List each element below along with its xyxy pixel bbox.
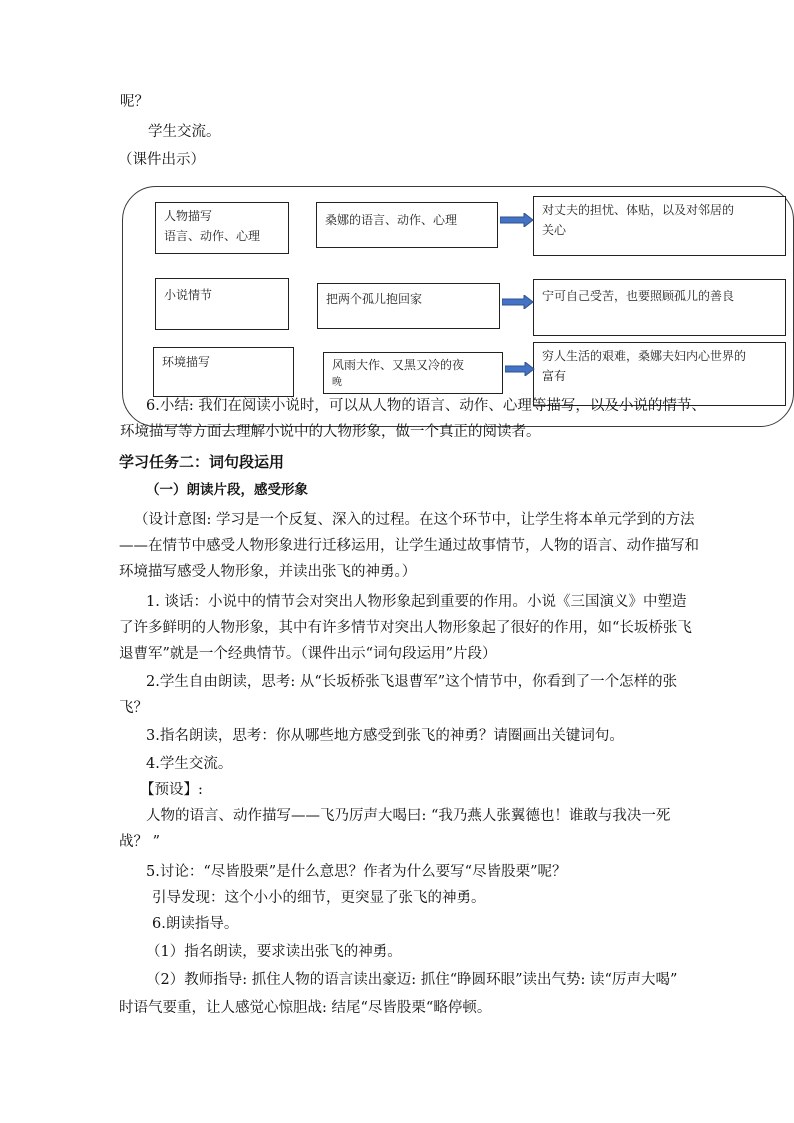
paragraph-line: 飞？ xyxy=(119,700,148,716)
preset-label: 【预设】: xyxy=(140,782,203,798)
box-label: 宁可自己受苦，也要照顾孤儿的善良 xyxy=(542,289,735,303)
paragraph-line: 引导发现：这个小小的细节，更突显了张飞的神勇。 xyxy=(152,890,486,906)
box-label: 把两个孤儿抱回家 xyxy=(326,292,423,306)
box-label: 对丈夫的担忧、体贴，以及对邻居的 xyxy=(542,203,735,217)
arrow-right-icon xyxy=(505,362,535,376)
box-plot xyxy=(155,278,289,330)
box-label: 关心 xyxy=(542,223,567,237)
box-label: 晚 xyxy=(332,377,342,388)
section-heading: 学习任务二：词句段运用 xyxy=(119,453,285,471)
box-sangna-actions xyxy=(316,202,498,248)
design-line: （设计意图: 学习是一个反复、深入的过程。在这个环节中，让学生将本单元学到的方法 xyxy=(134,512,695,528)
box-label: 风雨大作、又黑又冷的夜 xyxy=(332,358,465,372)
design-line: 环境描写感受人物形象，并读出张飞的神勇。） xyxy=(119,564,417,580)
box-adopt-orphans xyxy=(317,283,500,329)
arrow-right-icon xyxy=(500,213,534,227)
paragraph-line: 2.学生自由朗读，思考: 从“长坂桥张飞退曹军”这个情节中，你看到了一个怎样的张 xyxy=(146,674,678,690)
text-line: （课件出示） xyxy=(118,152,205,168)
summary-line: 6.小结: 我们在阅读小说时，可以从人物的语言、动作、心理等描写，以及小说的情节、 xyxy=(146,398,706,414)
paragraph-line: 5.讨论：“尽皆股栗”是什么意思？作者为什么要写“尽皆股栗”呢？ xyxy=(146,864,567,880)
paragraph-line: 了许多鲜明的人物形象，其中有许多情节对突出人物形象起了很好的作用，如“长坂桥张飞 xyxy=(119,620,692,636)
paragraph-line: （1）指名朗读，要求读出张飞的神勇。 xyxy=(146,944,402,960)
box-label: 穷人生活的艰难，桑娜夫妇内心世界的 xyxy=(542,349,747,363)
paragraph-line: 1. 谈话：小说中的情节会对突出人物形象起到重要的作用。小说《三国演义》中塑造 xyxy=(146,594,687,610)
paragraph-line: 4.学生交流。 xyxy=(146,756,233,772)
text-line: 学生交流。 xyxy=(148,124,221,140)
box-label: 环境描写 xyxy=(162,355,211,369)
box-label: 小说情节 xyxy=(164,288,213,302)
paragraph-line: 战？ ” xyxy=(119,834,161,850)
design-line: ——在情节中感受人物形象进行迁移运用，让学生通过故事情节，人物的语言、动作描写和 xyxy=(119,538,699,554)
box-stormy-night xyxy=(323,352,503,394)
box-label: 人物描写 xyxy=(164,209,213,223)
paragraph-line: 时语气要重，让人感觉心惊胆战: 结尾“尽皆股栗“略停顿。 xyxy=(119,1000,492,1016)
paragraph-line: 退曹军”就是一个经典情节。（课件出示“词句段运用”片段） xyxy=(119,646,497,662)
paragraph-line: （2）教师指导: 抓住人物的语言读出豪迈: 抓住“睁圆环眼”读出气势: 读“厉声大喝” xyxy=(146,972,678,988)
arrow-right-icon xyxy=(502,295,534,309)
subsection-heading: （一）朗读片段，感受形象 xyxy=(146,482,308,498)
paragraph-line: 3.指名朗读，思考：你从哪些地方感受到张飞的神勇？请圈画出关键词句。 xyxy=(146,728,624,744)
summary-line: 环境描写等方面去理解小说中的人物形象，做一个真正的阅读者。 xyxy=(120,424,541,440)
box-label: 富有 xyxy=(542,369,567,383)
box-character-description xyxy=(155,202,289,254)
box-environment xyxy=(153,347,294,397)
paragraph-line: 6.朗读指导。 xyxy=(152,916,239,932)
box-sangna-care xyxy=(533,196,786,256)
box-label: 语言、动作、心理 xyxy=(164,229,261,243)
box-label: 桑娜的语言、动作、心理 xyxy=(325,213,458,227)
box-kindness xyxy=(533,279,786,336)
text-line: 呢？ xyxy=(120,94,149,110)
paragraph-line: 人物的语言、动作描写——飞乃厉声大喝曰: “我乃燕人张翼德也！谁敢与我决一死 xyxy=(146,808,671,824)
